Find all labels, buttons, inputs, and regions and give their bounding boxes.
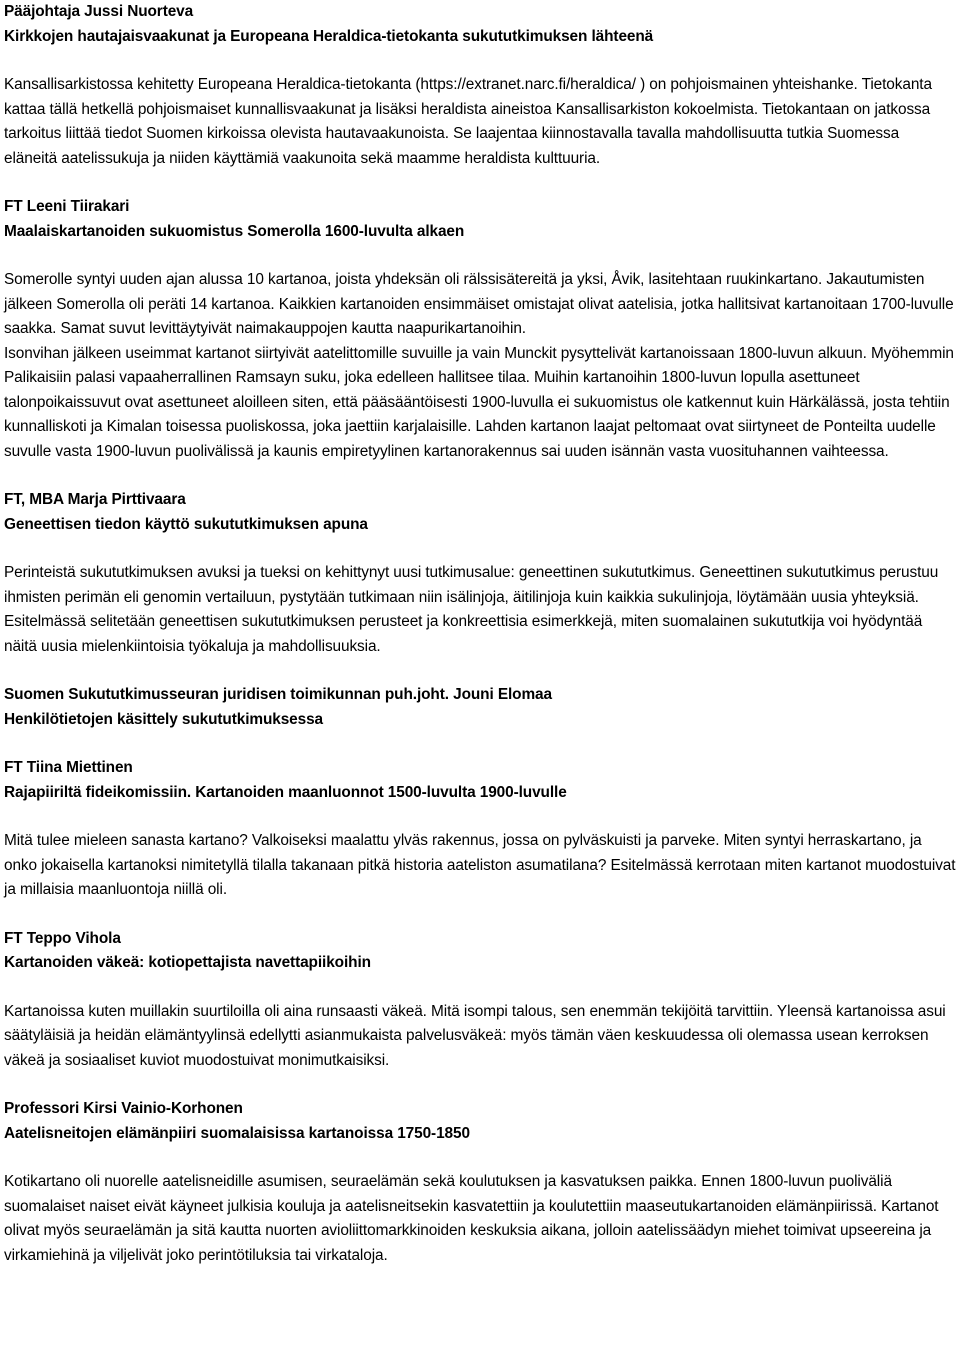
speaker-name: Professori Kirsi Vainio-Korhonen [4,1100,243,1117]
lecture-abstract: Kotikartano oli nuorelle aatelisneidille asumisen, seuraelämän sekä koulutuksen ja kasvatuksen paikka. Ennen 1800-luvun puoliväliä suomalaiset naiset eivät käyneet julkisia kouluja ja aatelisneitsekin kasvatettiin ja koulutettiin maaseutukartanoiden elämänpiirissä. Kartanot olivat myös seuraelämän ja sitä kautta nuorten avioliittomarkkinoiden keskuksia aikana, jolloin aatelissäädyn miehet toimivat upseereina ja virkamiehinä ja viljelivät joko perintötiluksia tai virkataloja. [4,1173,939,1264]
lecture-section-4 [4,683,956,732]
lecture-title: Aatelisneitojen elämänpiiri suomalaisissa kartanoissa 1750-1850 [4,1124,470,1142]
lecture-title: Geneettisen tiedon käyttö sukututkimuksen apuna [4,515,368,533]
speaker-name: FT Tiina Miettinen [4,759,133,776]
lecture-title: Kirkkojen hautajaisvaakunat ja Europeana Heraldica-tietokanta sukututkimuksen lähteenä [4,27,654,45]
speaker-name: FT Teppo Vihola [4,929,121,947]
speaker-name: FT Leeni Tiirakari [4,198,130,215]
lecture-section-7 [4,1097,956,1268]
lecture-abstract: Perinteistä sukututkimuksen avuksi ja tueksi on kehittynyt uusi tutkimusalue: geneettinen sukututkimus. Geneettinen sukututkimus perustuu ihmisten perimän eli genomin vertailuun, pystytään tutkimaan niin isälinjoja, äitilinjoja kuin kaikkia sukulinjoja, löytämään uusia yhteyksiä. Esitelmässä selitetään geneettisen sukututkimuksen perusteet ja konkreettisia esimerkkejä, miten suomalainen sukututkija voi hyödyntää näitä uusia mielenkiintoisia työkaluja ja mahdollisuuksia. [4,564,939,655]
lecture-abstract: Somerolle syntyi uuden ajan alussa 10 kartanoa, joista yhdeksän oli rälssisätereitä ja yksi, Åvik, lasitehtaan ruukinkartano. Jakautumisten jälkeen Somerolla oli peräti 14 kartanoa. Kaikkien kartanoiden ensimmäiset omistajat olivat aatelisia, jotka hallitsivat kartanoitaan 1700-luvulle saakka. Samat suvut levittäytyivät naimakauppojen kautta naapurikartanoihin. [4,271,954,337]
lecture-abstract: Kartanoissa kuten muillakin suurtiloilla oli aina runsaasti väkeä. Mitä isompi talous, sen enemmän tekijöitä tarvittiin. Yleensä kartanoissa asui säätyläisiä ja heidän elämäntyylinsä edellytti asianmukaista palvelusväkeä: myös tämän väen keskuudessa oli olemassa usean kerroksen väkeä ja sosiaaliset kuviot muodostuivat monimutkaisiksi. [4,1002,946,1069]
speaker-name: Suomen Sukututkimusseuran juridisen toimikunnan puh.joht. Jouni Elomaa [4,686,552,703]
lecture-title: Henkilötietojen käsittely sukututkimuksessa [4,710,324,728]
lecture-abstract-continued: Isonvihan jälkeen useimmat kartanot siirtyivät aatelittomille suvuille ja vain Munckit pysyttelivät kartanoissaan 1800-luvun alkuun. Myöhemmin Palikaisiin palasi vapaaherrallinen Ramsayn suku, joka edelleen hallitsee tilaa. Muihin kartanoihin 1800-luvun lopulla asettuneet talonpoikaissuvut ovat asettuneet aloilleen siten, että pääsääntöisesti 1900-luvulla ei sukuomistus ole katkennut kuin Härkälässä, josta tehtiin kunnalliskoti ja Kimalan toisessa puoliskossa, joka jaettiin karjalaisille. Lahden kartanon laajat peltomaat ovat siirtyneet de Ponteilta uudelle suvulle vasta 1900-luvun puolivälissä ja kaunis empiretyylinen kartanorakennus sai uuden isännän vasta vuosituhannen vaihteessa. [4,344,954,460]
lecture-title: Maalaiskartanoiden sukuomistus Somerolla 1600-luvulta alkaen [4,222,465,240]
lecture-title: Rajapiiriltä fideikomissiin. Kartanoiden maanluonnot 1500-luvulta 1900-luvulle [4,783,567,801]
speaker-name: Pääjohtaja Jussi Nuorteva [4,3,194,20]
lecture-section-2 [4,195,956,464]
lecture-title: Kartanoiden väkeä: kotiopettajista navettapiikoihin [4,954,371,971]
lecture-section-1 [4,0,956,171]
lecture-section-5 [4,756,956,903]
lecture-abstract: Kansallisarkistossa kehitetty Europeana Heraldica-tietokanta (https://extranet.narc.fi/heraldica/ ) on pohjoismainen yhteishanke. Tietokanta kattaa tällä hetkellä pohjoismaiset kunnallisvaakunat ja lisäksi heraldista aineistoa Kansallisarkiston kokoelmista. Tietokantaan on jatkossa tarkoitus liittää tiedot Suomen kirkoissa olevista hautavaakunoista. Se laajentaa kiinnostavalla tavalla mahdollisuutta tutkia Suomessa eläneitä aatelissukuja ja niiden käyttämiä vaakunoita sekä maamme heraldista kulttuuria. [4,76,932,167]
lecture-section-6 [4,927,956,1074]
lecture-abstract: Mitä tulee mieleen sanasta kartano? Valkoiseksi maalattu ylväs rakennus, jossa on pylväskuisti ja parveke. Miten syntyi herraskartano, ja onko jokaisella kartanoksi nimitetyllä tilalla takanaan pitkä historia aateliston asumatilana? Esitelmässä kerrotaan miten kartanot muodostuivat ja millaisia maanluontoja niillä oli. [4,832,956,898]
speaker-name: FT, MBA Marja Pirttivaara [4,491,186,508]
lecture-section-3 [4,488,956,659]
